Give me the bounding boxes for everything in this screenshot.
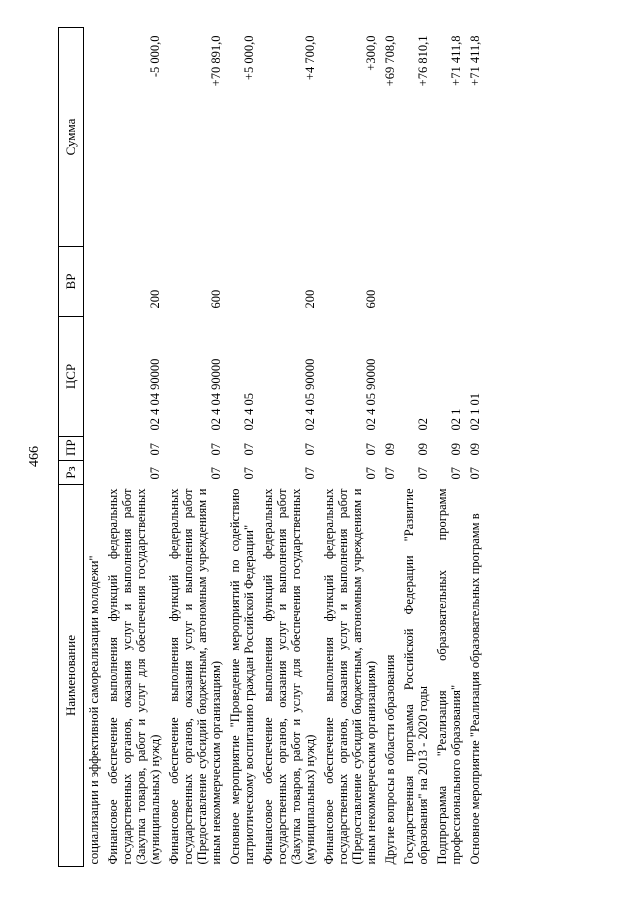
row-pr: 07 (364, 443, 378, 456)
row-name: Другие вопросы в области образования (383, 654, 397, 865)
row-csr: 02 4 05 90000 (303, 358, 317, 431)
row-pr: 09 (416, 443, 430, 456)
row-vr (400, 247, 433, 317)
row-rz: 07 (242, 467, 256, 480)
column-header-sum: Сумма (59, 28, 84, 247)
row-pr: 07 (148, 443, 162, 456)
row-csr (381, 317, 400, 437)
row-name: Подпрограмма "Реализация образовательных программ профессионального образования" (435, 488, 463, 865)
row-sum: +300,0 (364, 35, 378, 71)
row-sum: +70 891,0 (209, 35, 223, 87)
row-rz: 07 (303, 467, 317, 480)
row-sum: +76 810,1 (416, 35, 430, 87)
row-sum: +4 700,0 (303, 35, 317, 81)
row-csr: 02 (416, 418, 430, 431)
row-sum: -5 000,0 (148, 35, 162, 78)
row-rz: 07 (209, 467, 223, 480)
row-vr (466, 247, 485, 317)
table-row (104, 28, 165, 867)
row-csr: 02 4 05 90000 (364, 358, 378, 431)
row-vr (433, 247, 466, 317)
row-csr: 02 4 04 90000 (209, 358, 223, 431)
table-row (84, 28, 105, 867)
table-row (466, 28, 485, 867)
table-row (259, 28, 320, 867)
table-row (226, 28, 259, 867)
row-vr: 200 (148, 289, 162, 309)
row-name: Основное мероприятие "Проведение мероприятий по содействию патриотическому воспитанию граждан Российской Федерации" (228, 488, 256, 865)
budget-table (58, 27, 485, 867)
row-rz: 07 (449, 467, 463, 480)
row-name: Финансовое обеспечение выполнения функций федеральных государственных органов, оказания услуг и выполнения работ (Закупка товаров, работ и услуг для обеспечения государственных (муниципальных) нужд) (261, 488, 317, 865)
row-vr (226, 247, 259, 317)
column-header-vr: ВР (59, 247, 84, 317)
row-pr: 09 (383, 443, 397, 456)
row-pr (84, 437, 105, 461)
row-name: Финансовое обеспечение выполнения функций федеральных государственных органов, оказания услуг и выполнения работ (Предоставление субсидий бюджетным, автономным учреждениям и иным некоммерческим организациям) (322, 488, 378, 865)
row-csr (84, 317, 105, 437)
table-row (433, 28, 466, 867)
row-name: социализации и эффективной самореализации молодежи" (87, 555, 101, 865)
row-csr: 02 1 (449, 408, 463, 431)
table-row (381, 28, 400, 867)
row-vr (84, 247, 105, 317)
column-header-pr: ПР (59, 437, 84, 461)
row-sum: +71 411,8 (468, 35, 482, 86)
row-pr: 07 (209, 443, 223, 456)
row-vr: 200 (303, 289, 317, 309)
row-csr: 02 1 01 (468, 393, 482, 431)
table-row (400, 28, 433, 867)
row-name: Основное мероприятие "Реализация образовательных программ в (468, 513, 482, 865)
row-csr: 02 4 05 (242, 393, 256, 431)
row-pr: 09 (449, 443, 463, 456)
row-vr: 600 (364, 289, 378, 309)
column-header-csr: ЦСР (59, 317, 84, 437)
row-vr (381, 247, 400, 317)
row-name: Финансовое обеспечение выполнения функций федеральных государственных органов, оказания услуг и выполнения работ (Закупка товаров, работ и услуг для обеспечения государственных (муниципальных) нужд) (106, 488, 162, 865)
row-pr: 07 (242, 443, 256, 456)
column-header-name: Наименование (59, 485, 84, 867)
row-sum: +71 411,8 (449, 35, 463, 86)
row-rz: 07 (468, 467, 482, 480)
row-rz: 07 (383, 467, 397, 480)
row-rz: 07 (416, 467, 430, 480)
row-vr: 600 (209, 289, 223, 309)
row-rz (84, 461, 105, 485)
row-sum: +5 000,0 (242, 35, 256, 81)
row-pr: 07 (303, 443, 317, 456)
row-rz: 07 (364, 467, 378, 480)
column-header-rz: Рз (59, 461, 84, 485)
row-name: Финансовое обеспечение выполнения функций федеральных государственных органов, оказания услуг и выполнения работ (Предоставление субсидий бюджетным, автономным учреждениям и иным некоммерческим организациям) (167, 488, 223, 865)
row-csr: 02 4 04 90000 (148, 358, 162, 431)
row-sum: +69 708,0 (383, 35, 397, 87)
header-row (59, 28, 84, 867)
row-rz: 07 (148, 467, 162, 480)
row-pr: 09 (468, 443, 482, 456)
row-sum (84, 28, 105, 247)
page-number: 466 (27, 446, 42, 467)
table-row (165, 28, 226, 867)
table-row (320, 28, 381, 867)
row-name: Государственная программа Российской Федерации "Развитие образования" на 2013 - 2020 годы (402, 488, 430, 865)
